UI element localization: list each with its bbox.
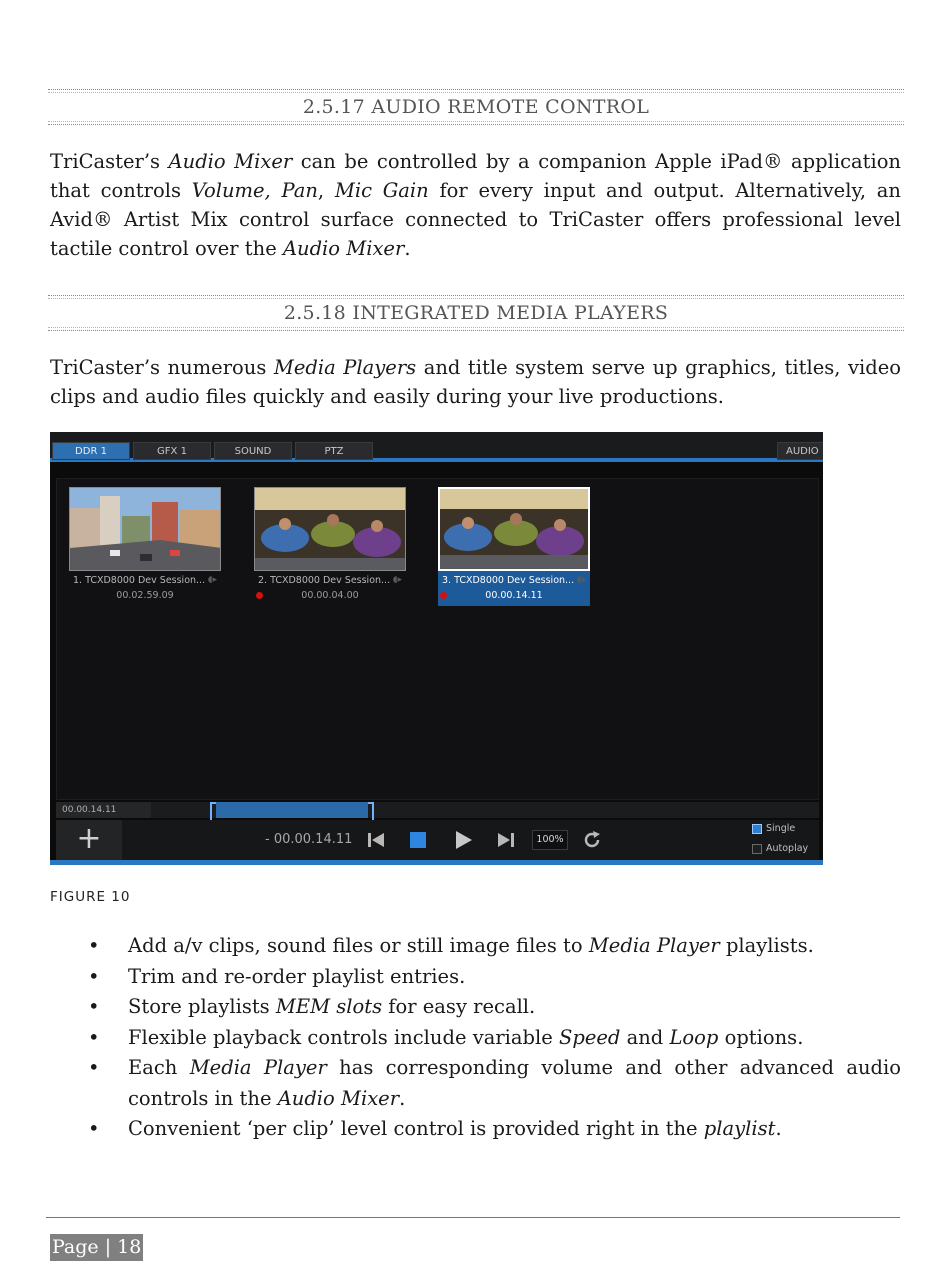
text-run: for easy recall. <box>382 995 536 1018</box>
italic-run: Mic Gain <box>334 179 429 202</box>
tab-ddr1[interactable]: DDR 1 <box>52 442 130 460</box>
autoplay-label: Autoplay <box>766 843 809 854</box>
text-run: TriCaster’s numerous <box>50 356 274 379</box>
autoplay-checkbox[interactable] <box>752 844 762 854</box>
stop-icon[interactable] <box>406 828 430 852</box>
tab-audio[interactable]: AUDIO <box>777 442 823 460</box>
text-run: Store playlists <box>128 995 276 1018</box>
italic-run: playlist <box>703 1117 776 1140</box>
single-option[interactable] <box>752 823 795 834</box>
text-run: . <box>775 1117 782 1140</box>
next-icon[interactable] <box>494 828 518 852</box>
italic-run: Media Player <box>588 934 720 957</box>
clip-duration: 00.02.59.09 <box>116 590 174 601</box>
list-item <box>50 992 901 1023</box>
italic-run: Volume, Pan <box>191 179 318 202</box>
clip-name: 3. TCXD8000 Dev Session... <box>442 575 575 586</box>
transport-bar <box>56 820 819 860</box>
paragraph-audio-remote <box>50 147 901 263</box>
feature-list <box>50 931 901 1145</box>
previous-icon[interactable] <box>364 828 388 852</box>
text-run: for every input and output. Alternatively, an Avid® Artist Mix control surface connected to TriCaster offers professional level tactile control over the <box>50 179 901 260</box>
italic-run: Loop <box>669 1025 719 1049</box>
single-checkbox[interactable] <box>752 824 762 834</box>
scrub-timecode: 00.00.14.11 <box>56 802 151 818</box>
text-run: and title system serve up graphics, titles, video clips and audio files quickly and easily during your live productions. <box>50 356 902 408</box>
text-run: options. <box>718 1025 804 1049</box>
footer-rule <box>46 1217 900 1218</box>
list-item <box>50 931 901 962</box>
list-item <box>50 1023 901 1054</box>
text-run: . <box>404 237 411 260</box>
tab-sound[interactable]: SOUND <box>214 442 292 460</box>
clip-duration: 00.00.14.11 <box>485 590 543 601</box>
play-icon[interactable] <box>451 828 475 852</box>
text-run: and <box>620 1025 670 1049</box>
tab-ptz[interactable]: PTZ <box>295 442 373 460</box>
list-item <box>50 962 901 993</box>
clip-thumbnail <box>438 487 590 571</box>
text-run: . <box>399 1086 406 1110</box>
add-clip-button[interactable]: + <box>56 820 122 860</box>
text-run: Flexible playback controls include variable <box>128 1025 559 1049</box>
text-run: TriCaster’s <box>50 150 169 173</box>
text-run: Add a/v clips, sound files or still image files to <box>128 934 589 957</box>
text-run: has corresponding volume and other advanced audio controls in the <box>128 1056 901 1110</box>
clip-thumbnail <box>254 487 406 571</box>
single-label: Single <box>766 823 796 834</box>
paragraph-media-players <box>50 353 901 411</box>
loop-icon[interactable] <box>580 828 604 852</box>
text-run: Convenient ‘per clip’ level control is provided right in the <box>128 1117 704 1140</box>
text-run: , <box>317 179 335 202</box>
autoplay-option[interactable] <box>752 843 808 854</box>
media-player-screenshot <box>50 432 823 865</box>
playlist-clip-selected[interactable] <box>438 487 590 606</box>
speaker-icon: ◖▸ <box>576 575 586 585</box>
italic-run: Audio Mixer <box>168 150 293 173</box>
clip-duration: 00.00.04.00 <box>301 590 359 601</box>
speaker-icon: ◖▸ <box>392 575 402 585</box>
clip-name: 2. TCXD8000 Dev Session... <box>258 575 391 586</box>
italic-run: Speed <box>558 1025 621 1049</box>
speaker-icon: ◖▸ <box>207 575 217 585</box>
trim-scrub-bar[interactable] <box>56 802 819 818</box>
trim-range-handle[interactable] <box>216 802 368 818</box>
italic-run: Media Player <box>189 1056 327 1079</box>
section-heading-audio-remote: 2.5.17 AUDIO REMOTE CONTROL <box>48 89 904 125</box>
playlist-clip[interactable] <box>254 487 406 606</box>
section-heading-media-players: 2.5.18 INTEGRATED MEDIA PLAYERS <box>48 295 904 331</box>
text-run: playlists. <box>719 934 814 957</box>
speed-field[interactable]: 100% <box>532 830 568 850</box>
italic-run: Media Players <box>273 356 417 379</box>
text-run: Trim and re-order playlist entries. <box>128 964 466 988</box>
page-number: Page | 18 <box>50 1234 143 1261</box>
clip-thumbnail <box>69 487 221 571</box>
figure-caption: FIGURE 10 <box>50 889 131 905</box>
playlist-clip[interactable] <box>69 487 221 606</box>
accent-strip <box>50 860 823 865</box>
tab-bar <box>50 432 823 462</box>
list-item <box>50 1053 901 1114</box>
text-run: Each <box>128 1056 190 1079</box>
list-item <box>50 1114 901 1145</box>
italic-run: MEM slots <box>275 995 383 1018</box>
italic-run: Audio Mixer <box>282 237 405 260</box>
tab-gfx1[interactable]: GFX 1 <box>133 442 211 460</box>
remaining-timecode: - 00.00.14.11 <box>265 832 353 847</box>
text-run: can be controlled by a companion Apple iPad® application that controls <box>50 150 901 202</box>
clip-name: 1. TCXD8000 Dev Session... <box>73 575 206 586</box>
italic-run: Audio Mixer <box>277 1086 400 1110</box>
